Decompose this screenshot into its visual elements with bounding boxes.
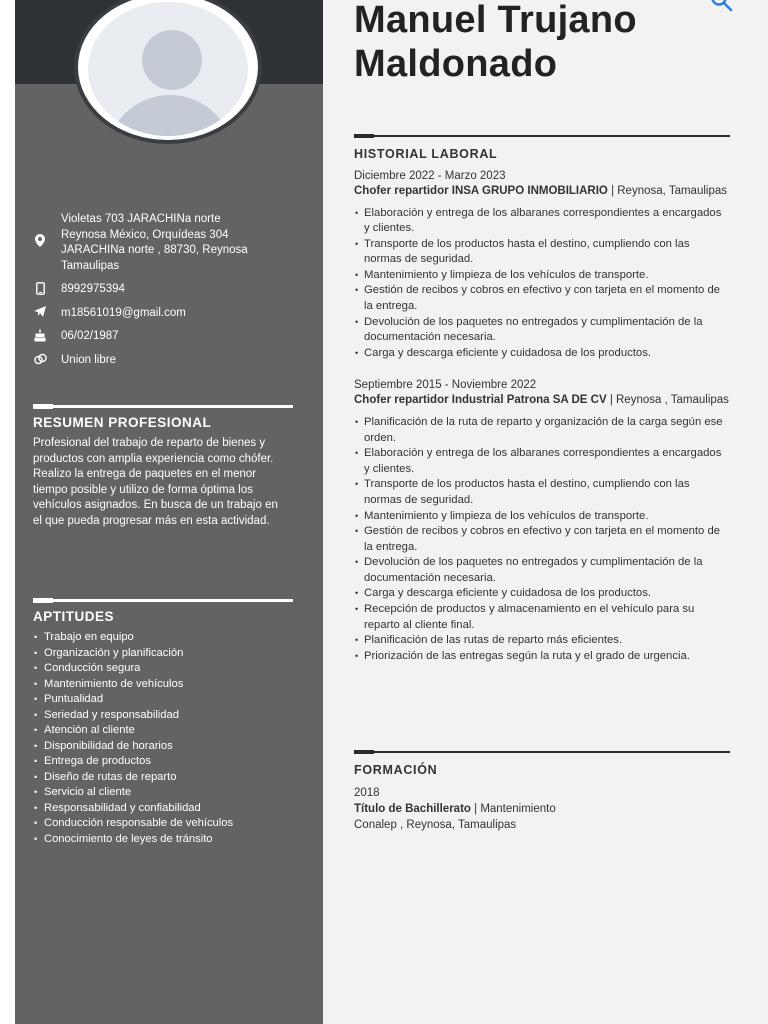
duty-item: • Planificación de las rutas de reparto más eficientes. xyxy=(354,633,730,649)
work-history-section xyxy=(354,135,730,664)
skill-item: • Entrega de productos xyxy=(33,754,293,770)
marital-status: Union libre xyxy=(61,353,116,366)
job-duties xyxy=(354,415,730,665)
rings-icon xyxy=(32,353,48,371)
duty-item: • Priorización de las entregas según la ruta y el grado de urgencia. xyxy=(354,649,730,665)
birthday-cake-icon xyxy=(32,329,48,348)
duty-item: • Transporte de los productos hasta el destino, cumpliendo con las normas de seguridad. xyxy=(354,237,730,268)
contact-marital-status xyxy=(30,353,300,369)
section-divider xyxy=(354,751,730,753)
skill-item: • Mantenimiento de vehículos xyxy=(33,677,293,693)
summary-text: Profesional del trabajo de reparto de bienes y productos con amplia experiencia como chófer. Realizo la entrega de paquetes en el menor tiempo posible y utilizo de forma óptima los vehículos asignados. En busca de un trabajo en el que pueda progresar más en esta actividad. xyxy=(33,437,278,527)
job-position: Chofer repartidor INSA GRUPO INMOBILIARIO xyxy=(354,185,608,197)
duty-item: • Elaboración y entrega de los albaranes correspondientes a encargados y clientes. xyxy=(354,206,730,237)
contact-info xyxy=(30,212,300,376)
mobile-phone-icon xyxy=(32,282,48,301)
job-heading xyxy=(354,393,730,409)
duty-item: • Devolución de los paquetes no entregados y cumplimentación de la documentación necesaria. xyxy=(354,555,730,586)
name-line-2: Maldonado xyxy=(354,43,558,85)
skill-item: • Responsabilidad y confiabilidad xyxy=(33,801,293,817)
education-degree-line xyxy=(354,801,730,817)
skill-item: • Disponibilidad de horarios xyxy=(33,739,293,755)
education-year: 2018 xyxy=(354,787,380,799)
duty-item: • Carga y descarga eficiente y cuidadosa de los productos. xyxy=(354,586,730,602)
candidate-name xyxy=(354,0,637,86)
job-dates: Diciembre 2022 - Marzo 2023 xyxy=(354,170,506,182)
skill-item: • Puntualidad xyxy=(33,692,293,708)
work-history-title: HISTORIAL LABORAL xyxy=(354,147,498,161)
duty-item: • Planificación de la ruta de reparto y organización de la carga según ese orden. xyxy=(354,415,730,446)
job-location: | Reynosa, Tamaulipas xyxy=(607,185,727,197)
location-pin-icon xyxy=(32,234,48,253)
section-divider xyxy=(33,599,293,602)
duty-item: • Carga y descarga eficiente y cuidadosa de los productos. xyxy=(354,346,730,362)
summary-title: RESUMEN PROFESIONAL xyxy=(33,415,212,430)
duty-item: • Transporte de los productos hasta el destino, cumpliendo con las normas de seguridad. xyxy=(354,477,730,508)
duty-item: • Gestión de recibos y cobros en efectivo y con tarjeta en el momento de la entrega. xyxy=(354,524,730,555)
education-section xyxy=(354,751,730,833)
education-degree: Título de Bachillerato xyxy=(354,803,471,815)
magnifier-icon[interactable] xyxy=(711,0,733,14)
job-entry xyxy=(354,378,730,664)
birthdate: 06/02/1987 xyxy=(61,330,119,342)
address-line: Tamaulipas xyxy=(61,259,120,272)
skill-item: • Atención al cliente xyxy=(33,723,293,739)
skill-item: • Diseño de rutas de reparto xyxy=(33,770,293,786)
email-address: m18561019@gmail.com xyxy=(61,306,186,319)
job-entry xyxy=(354,169,730,361)
contact-email xyxy=(30,306,300,322)
section-divider xyxy=(33,405,293,408)
address-line: Reynosa México, Orquídeas 304 xyxy=(61,228,229,241)
name-line-1: Manuel Trujano xyxy=(354,0,637,41)
skill-item: • Conducción segura xyxy=(33,661,293,677)
education-title: FORMACIÓN xyxy=(354,763,438,777)
job-location: | Reynosa , Tamaulipas xyxy=(606,394,729,407)
job-position: Chofer repartidor Industrial Patrona SA DE CV xyxy=(354,394,607,407)
avatar xyxy=(74,0,262,144)
skills-section xyxy=(33,599,293,847)
job-duties xyxy=(354,206,730,362)
skills-list xyxy=(33,630,293,847)
avatar-placeholder-icon xyxy=(88,2,248,136)
job-dates: Septiembre 2015 - Noviembre 2022 xyxy=(354,379,537,392)
duty-item: • Mantenimiento y limpieza de los vehículos de transporte. xyxy=(354,509,730,525)
contact-birthdate xyxy=(30,329,300,345)
skill-item: • Conocimiento de leyes de tránsito xyxy=(33,832,293,848)
duty-item: • Elaboración y entrega de los albaranes correspondientes a encargados y clientes. xyxy=(354,446,730,477)
duty-item: • Recepción de productos y almacenamiento en el vehículo para su reparto al cliente final. xyxy=(354,602,730,633)
education-school: Conalep , Reynosa, Tamaulipas xyxy=(354,819,517,831)
duty-item: • Gestión de recibos y cobros en efectivo y con tarjeta en el momento de la entrega. xyxy=(354,283,730,314)
address-line: JARACHINa norte , 88730, Reynosa xyxy=(61,244,248,256)
skills-title: APTITUDES xyxy=(33,609,115,624)
skill-item: • Servicio al cliente xyxy=(33,785,293,801)
contact-address xyxy=(30,212,300,274)
address-line: Violetas 703 JARACHINa norte xyxy=(61,213,221,225)
duty-item: • Mantenimiento y limpieza de los vehículos de transporte. xyxy=(354,268,730,284)
contact-phone xyxy=(30,282,300,298)
page-margin xyxy=(0,0,15,1024)
paper-plane-icon xyxy=(32,306,48,323)
education-field: | Mantenimiento xyxy=(470,803,556,815)
phone-number: 8992975394 xyxy=(61,283,125,295)
skill-item: • Organización y planificación xyxy=(33,646,293,662)
summary-section xyxy=(33,405,293,530)
skill-item: • Seriedad y responsabilidad xyxy=(33,708,293,724)
section-divider xyxy=(354,135,730,137)
skill-item: • Conducción responsable de vehículos xyxy=(33,816,293,832)
skill-item: • Trabajo en equipo xyxy=(33,630,293,646)
job-heading xyxy=(354,184,730,200)
duty-item: • Devolución de los paquetes no entregados y cumplimentación de la documentación necesaria. xyxy=(354,315,730,346)
